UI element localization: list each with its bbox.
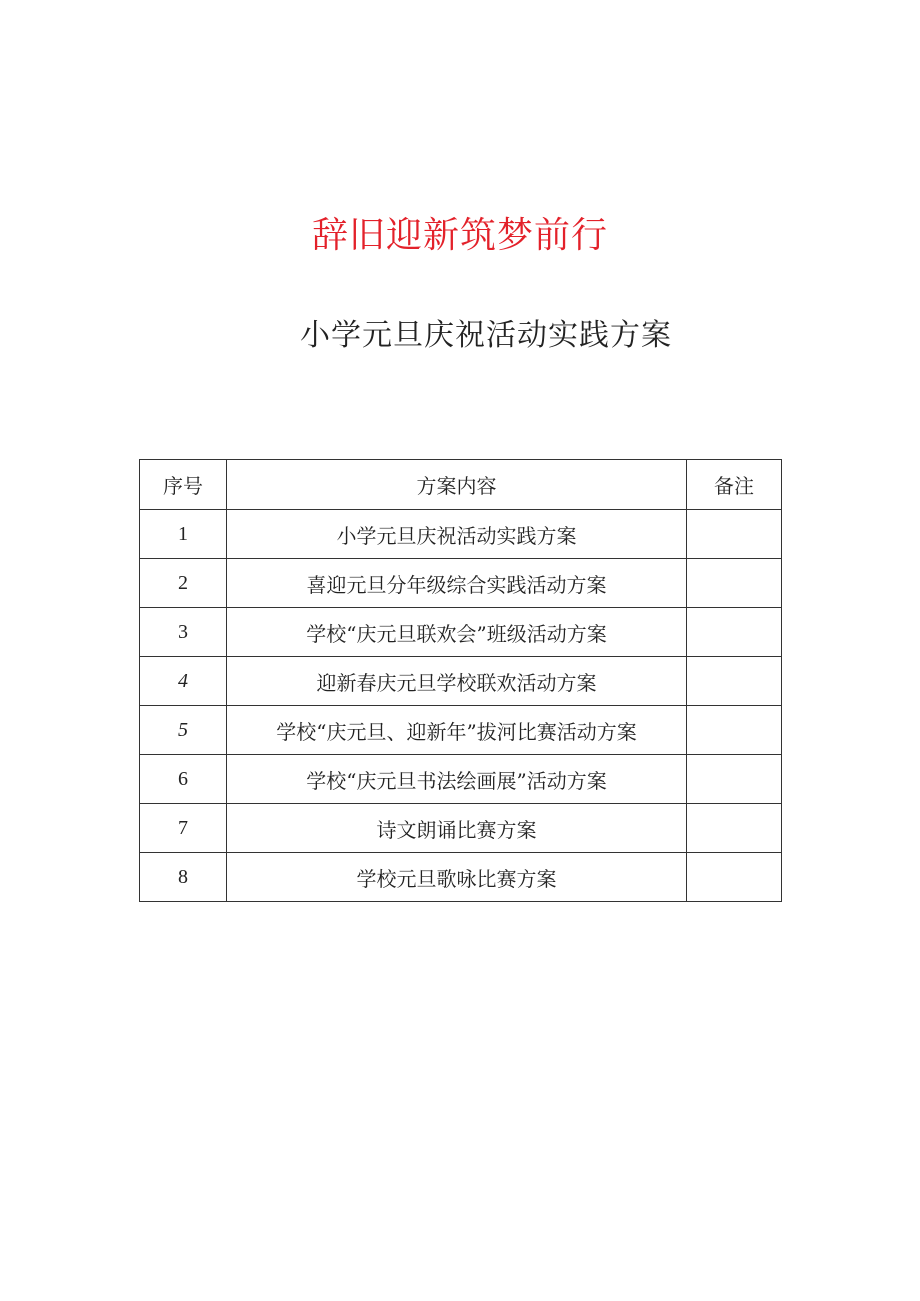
row-note xyxy=(687,755,782,804)
header-note: 备注 xyxy=(687,460,782,510)
row-content: 迎新春庆元旦学校联欢活动方案 xyxy=(227,657,687,706)
row-number: 6 xyxy=(140,755,227,804)
table-row xyxy=(140,657,782,706)
row-content: 小学元旦庆祝活动实践方案 xyxy=(227,510,687,559)
row-note xyxy=(687,657,782,706)
header-content: 方案内容 xyxy=(227,460,687,510)
table-row xyxy=(140,706,782,755)
row-content: 学校元旦歌咏比赛方案 xyxy=(227,853,687,902)
row-number: 7 xyxy=(140,804,227,853)
row-content: 学校“庆元旦联欢会”班级活动方案 xyxy=(227,608,687,657)
row-note xyxy=(687,804,782,853)
row-content: 学校“庆元旦书法绘画展”活动方案 xyxy=(227,755,687,804)
header-no: 序号 xyxy=(140,460,227,510)
table-header-row xyxy=(140,460,782,510)
page-subtitle: 小学元旦庆祝活动实践方案 xyxy=(300,318,672,353)
row-note xyxy=(687,559,782,608)
row-number: 5 xyxy=(140,706,227,755)
plan-table xyxy=(139,459,782,902)
row-content: 喜迎元旦分年级综合实践活动方案 xyxy=(227,559,687,608)
row-content: 学校“庆元旦、迎新年”拔河比赛活动方案 xyxy=(227,706,687,755)
row-note xyxy=(687,510,782,559)
row-number: 2 xyxy=(140,559,227,608)
table-row xyxy=(140,608,782,657)
row-note xyxy=(687,706,782,755)
page-title: 辞旧迎新筑梦前行 xyxy=(311,215,608,256)
row-number: 8 xyxy=(140,853,227,902)
row-number: 4 xyxy=(140,657,227,706)
row-number: 1 xyxy=(140,510,227,559)
table-row xyxy=(140,853,782,902)
row-note xyxy=(687,853,782,902)
table-row xyxy=(140,559,782,608)
row-note xyxy=(687,608,782,657)
row-number: 3 xyxy=(140,608,227,657)
row-content: 诗文朗诵比赛方案 xyxy=(227,804,687,853)
table-row xyxy=(140,804,782,853)
table-row xyxy=(140,755,782,804)
table-row xyxy=(140,510,782,559)
